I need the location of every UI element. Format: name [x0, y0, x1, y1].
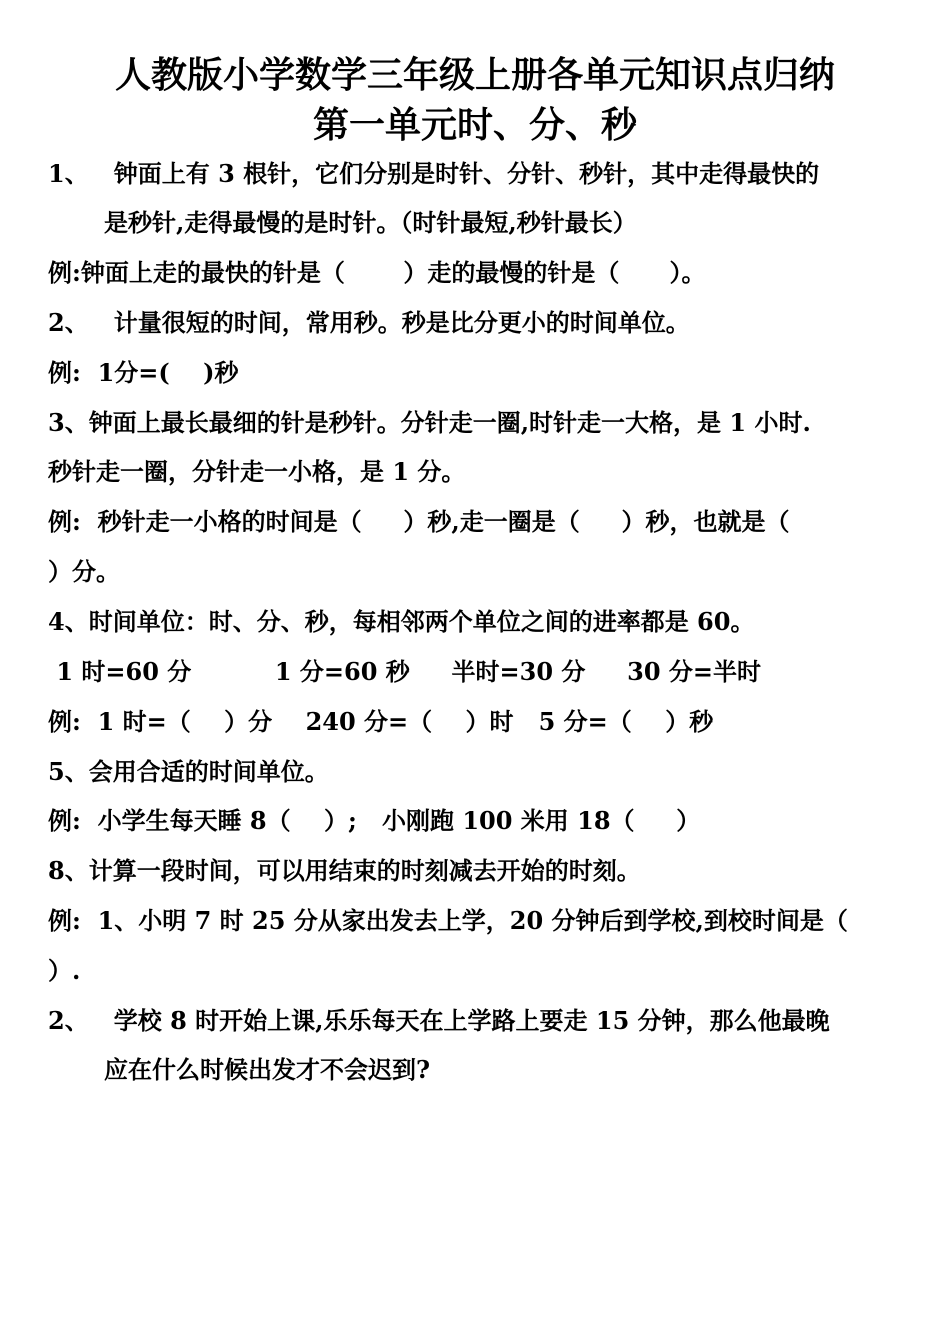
example-3-line-2: ）分。	[48, 557, 120, 586]
point-3-line-2: 秒针走一圈，分针走一小格，是 1 分。	[48, 457, 466, 486]
point-2: 2、 计量很短的时间，常用秒。秒是比分更小的时间单位。	[48, 308, 690, 337]
point-1-line-1: 1、 钟面上有 3 根针，它们分别是时针、分针、秒针，其中走得最快的	[48, 159, 820, 188]
question-2-line-1: 2、 学校 8 时开始上课,乐乐每天在上学路上要走 15 分钟，那么他最晚	[48, 1006, 830, 1035]
example-5: 例: 小学生每天睡 8（ ）; 小刚跑 100 米用 18（ ）	[48, 806, 701, 835]
point-1-line-2: 是秒针,走得最慢的是时针。（时针最短,秒针最长）	[104, 208, 637, 237]
example-8-line-1: 例: 1、小明 7 时 25 分从家出发去上学，20 分钟后到学校,到校时间是（	[48, 906, 848, 935]
unit-conversions: 1 时=60 分 1 分=60 秒 半时=30 分 30 分=半时	[48, 657, 762, 686]
question-2-line-2: 应在什么时候出发才不会迟到?	[104, 1055, 431, 1084]
point-4: 4、时间单位：时、分、秒，每相邻两个单位之间的进率都是 60。	[48, 607, 755, 636]
example-8-line-2: ）.	[48, 956, 81, 985]
point-5: 5、会用合适的时间单位。	[48, 757, 329, 786]
example-4: 例: 1 时=（ ）分 240 分=（ ）时 5 分=（ ）秒	[48, 707, 714, 736]
document-title: 人教版小学数学三年级上册各单元知识点归纳	[114, 55, 835, 96]
example-1: 例:钟面上走的最快的针是（ ）走的最慢的针是（ ）。	[48, 258, 706, 287]
example-2: 例: 1分=( )秒	[48, 358, 239, 387]
point-8: 8、计算一段时间，可以用结束的时刻减去开始的时刻。	[48, 856, 641, 885]
unit-title: 第一单元时、分、秒	[312, 105, 637, 146]
example-3-line-1: 例: 秒针走一小格的时间是（ ）秒,走一圈是（ ）秒，也就是（	[48, 507, 790, 536]
point-3-line-1: 3、钟面上最长最细的针是秒针。分针走一圈,时针走一大格，是 1 小时.	[48, 408, 811, 437]
